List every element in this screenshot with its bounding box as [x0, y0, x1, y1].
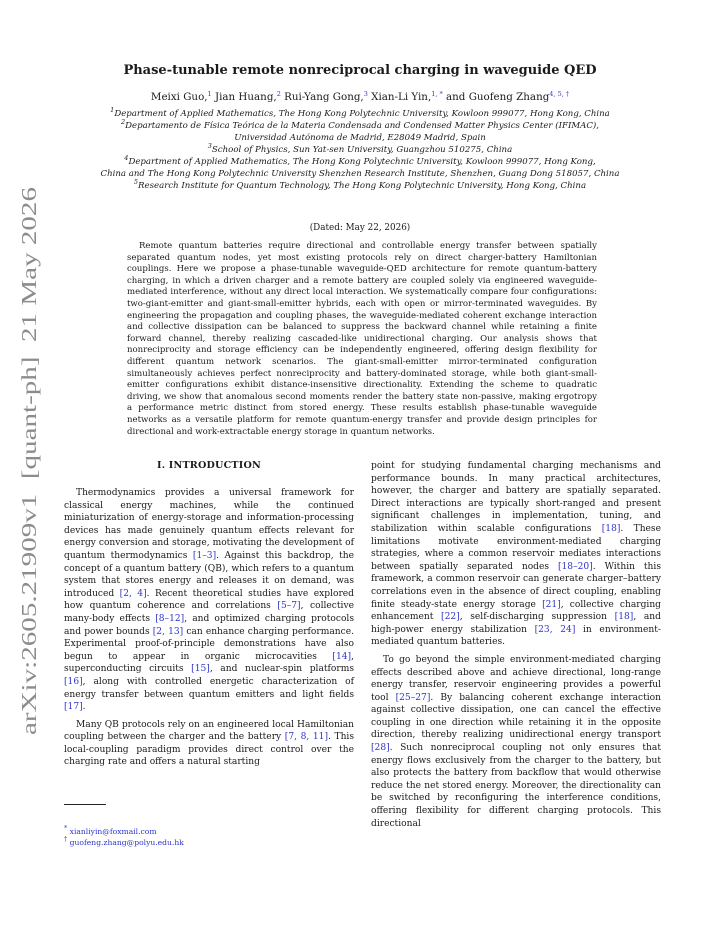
affiliation-line	[60, 132, 660, 144]
footnotes	[64, 826, 184, 848]
arxiv-stamp	[8, 180, 48, 740]
citation-link[interactable]: [18–20]	[557, 561, 593, 572]
affiliation-mark: 2	[120, 118, 126, 126]
footnote-mark: *	[64, 824, 68, 832]
paragraph: Thermodynamics provides a universal framework for classical energy machines, while the continued miniaturization of energy-storage and information-processing devices has made genuinely quantum effects relevant for energy conversion and storage, motivating the development of quantum thermodynamics [1–3]. Against this backdrop, the concept of a quantum battery (QB), which refers to a quantum system that stores energy and releases it on demand, was introduced [2, 4]. Recent theoretical studies have explored how quantum coherence and correlations [5–7], collective many-body effects [8–12], and optimized charging protocols and power bounds [2, 13] can enhance charging performance. Experimental proof-of-principle demonstrations have also begun to appear in organic microcavities [14], superconducting circuits [15], and nuclear-spin platforms [16], along with controlled energetic characterization of energy transfer between quantum emitters and light fields [17].	[64, 488, 355, 713]
citation-link[interactable]: [2, 4]	[119, 588, 147, 599]
date-line: (Dated: May 22, 2026)	[309, 223, 411, 233]
citation-link[interactable]: [22]	[441, 612, 460, 623]
affiliation-line	[60, 120, 660, 132]
author-affil-mark[interactable]: 3	[363, 90, 368, 98]
citation-link[interactable]: [28]	[371, 743, 390, 754]
citation-link[interactable]: [21]	[542, 599, 561, 610]
affiliation-line	[60, 168, 660, 180]
affiliation-text: Universidad Autónoma de Madrid, E28049 Madrid, Spain	[234, 133, 486, 143]
affiliation-line	[60, 144, 660, 156]
citation-link[interactable]: [7, 8, 11]	[284, 732, 329, 743]
citation-link[interactable]: [15]	[191, 664, 210, 675]
citation-link[interactable]: [2, 13]	[152, 626, 184, 637]
paper-title: Phase-tunable remote nonreciprocal charging in waveguide QED	[123, 63, 597, 78]
author-affil-mark[interactable]: 4, 5, †	[549, 90, 570, 98]
author-conjunction: and	[446, 91, 466, 103]
right-column	[371, 460, 661, 830]
author-affil-mark[interactable]: 2	[276, 90, 281, 98]
citation-link[interactable]: [8–12]	[155, 613, 185, 624]
author-name: Jian Huang,	[214, 91, 277, 103]
footnote	[64, 826, 184, 837]
citation-link[interactable]: [16]	[64, 676, 83, 687]
affiliation-text: Department of Applied Mathematics, The Hong Kong Polytechnic University, Kowloon 999077, Hong Kong, China	[114, 109, 610, 119]
affiliations	[60, 108, 660, 192]
citation-link[interactable]: [23, 24]	[534, 624, 576, 635]
affiliation-text: Departamento de Física Teórica de la Materia Condensada and Condensed Matter Physics Center (IFIMAC),	[125, 121, 600, 131]
left-column	[64, 487, 354, 769]
citation-link[interactable]: [5–7]	[277, 601, 301, 612]
citation-link[interactable]: [25–27]	[395, 692, 431, 703]
affiliation-line	[60, 180, 660, 192]
abstract: Remote quantum batteries require directional and controllable energy transfer between spatially separated quantum nodes, yet most existing protocols rely on direct charger-battery Hamiltonian couplings. Here we propose a phase-tunable waveguide-QED architecture for remote quantum-battery charging, in which a driven charger and a remote battery are coupled solely via engineered waveguide-mediated interference, without any direct local interaction. We systematically compare four configurations: two-giant-emitter and giant-small-emitter hybrids, each with open or mirror-terminated waveguides. By engineering the propagation and coupling phases, the waveguide-mediated coherent exchange interaction and collective dissipation can be balanced to suppress the backward channel while retaining a finite forward channel, thereby realizing cascaded-like unidirectional charging. Our analysis shows that nonreciprocity and storage efficiency can be independently engineered, offering design flexibility for different quantum network scenarios. The giant-small-emitter mirror-terminated configuration simultaneously achieves perfect nonreciprocity and battery-dominated storage, while both giant-small-emitter configurations exhibit distance-insensitive directionality. Extending the scheme to quadratic driving, we show that anomalous second moments render the battery state non-passive, making ergotropy a performance metric distinct from stored energy. These results establish phase-tunable waveguide networks as a versatile platform for remote quantum-energy transfer and provide design principles for directional and work-extractable energy storage in quantum networks.	[127, 241, 597, 437]
affiliation-text: School of Physics, Sun Yat-sen University, Guangzhou 510275, China	[211, 145, 513, 155]
affiliation-text: China and The Hong Kong Polytechnic University Shenzhen Research Institute, Shenzhen, Guang Dong 518057, China	[100, 169, 620, 179]
affiliation-line	[60, 156, 660, 168]
email-link[interactable]: guofeng.zhang@polyu.edu.hk	[69, 838, 184, 847]
paragraph: point for studying fundamental charging mechanisms and performance bounds. In many practical architectures, however, the charger and battery are spatially separated. Direct interactions are typically short-ranged and present significant challenges in implementation, tuning, and stabilization within scalable configurations [18]. These limitations motivate environment-mediated charging strategies, where a common reservoir mediates interactions between spatially separated nodes [18–20]. Within this framework, a common reservoir can generate charger–battery correlations even in the absence of direct coupling, enabling finite steady-state energy storage [21], collective charging enhancement [22], self-discharging suppression [18], and high-power energy stabilization [23, 24] in environment-mediated quantum batteries.	[371, 461, 661, 648]
paragraph: Many QB protocols rely on an engineered local Hamiltonian coupling between the charger and the battery [7, 8, 11]. This local-coupling paradigm provides direct control over the charging rate and offers a natural starting	[64, 719, 355, 768]
author-name: Meixi Guo,	[150, 91, 208, 103]
footnote	[64, 837, 184, 848]
footnote-rule	[64, 804, 106, 805]
section-heading: I. INTRODUCTION	[157, 460, 261, 471]
author-name: Guofeng Zhang	[468, 91, 550, 103]
author-name: Rui-Yang Gong,	[284, 91, 364, 103]
affiliation-mark: 3	[207, 142, 212, 150]
affiliation-text: Department of Applied Mathematics, The Hong Kong Polytechnic University, Kowloon 999077, Hong Kong,	[128, 157, 596, 167]
author-list	[0, 91, 720, 103]
author-affil-mark[interactable]: 1, *	[431, 90, 443, 98]
footnote-mark: †	[64, 835, 68, 843]
citation-link[interactable]: [14]	[332, 651, 352, 662]
affiliation-line	[60, 108, 660, 120]
affiliation-text: Research Institute for Quantum Technology, The Hong Kong Polytechnic University, Hong Kong, China	[138, 181, 587, 191]
citation-link[interactable]: [1–3]	[192, 550, 217, 561]
email-link[interactable]: xianliyin@foxmail.com	[69, 827, 157, 836]
citation-link[interactable]: [17]	[64, 702, 83, 713]
affiliation-mark: 4	[124, 154, 129, 162]
arxiv-stamp-text: arXiv:2605.21909v1 [quant-ph] 21 May 2026	[17, 338, 41, 735]
author-affil-mark[interactable]: 1	[207, 90, 212, 98]
affiliation-mark: 5	[133, 178, 139, 186]
citation-link[interactable]: [18]	[601, 523, 621, 534]
author-name: Xian-Li Yin,	[371, 91, 432, 103]
paragraph: To go beyond the simple environment-mediated charging effects described above and achieve directional, long-range energy transfer, reservoir engineering provides a powerful tool [25–27]. By balancing coherent exchange interaction against collective dissipation, one can cancel the effective coupling in one direction while retaining it in the opposite direction, thereby realizing unidirectional energy transport [28]. Such nonreciprocal coupling not only ensures that energy flows exclusively from the charger to the battery, but also protects the battery from backflow that would otherwise reduce the net stored energy. Moreover, the directionality can be switched by reconfiguring the interference conditions, offering flexibility for different charging protocols. This directional	[371, 654, 662, 829]
affiliation-mark: 1	[110, 106, 115, 114]
citation-link[interactable]: [18]	[614, 612, 634, 623]
